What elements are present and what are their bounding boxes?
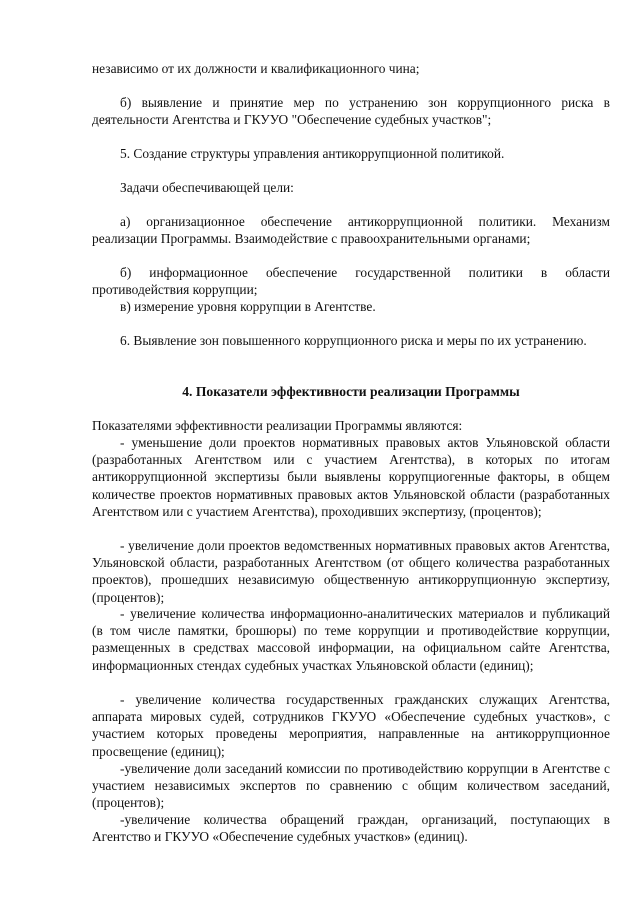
paragraph: Задачи обеспечивающей цели: [120, 180, 294, 195]
paragraph: б) информационное обеспечение государственной политики в области противодействия коррупции; [92, 265, 610, 298]
section-heading: 4. Показатели эффективности реализации Программы [182, 384, 520, 399]
paragraph: в) измерение уровня коррупции в Агентстве. [120, 299, 376, 314]
indicator-item: -увеличение доли заседаний комиссии по противодействию коррупции в Агентстве с участием независимых экспертов по сравнению с общим количеством заседаний, (процентов); [92, 761, 610, 811]
paragraph: 6. Выявление зон повышенного коррупционного риска и меры по их устранению. [120, 333, 587, 348]
indicator-item: - уменьшение доли проектов нормативных правовых актов Ульяновской области (разработанных Агентством или с участием Агентства), в которых по итогам антикоррупционной экспертизы были выявлены коррупциогенные факторы, в общем количестве проектов нормативных правовых актов Ульяновской области (разработанных Агентством или с участием Агентства), проходивших экспертизу, (процентов); [92, 435, 610, 519]
paragraph: независимо от их должности и квалификационного чина; [92, 61, 420, 76]
indicator-item: - увеличение доли проектов ведомственных нормативных правовых актов Агентства, Ульяновской области, разработанных Агентством (от общего количества разработанных проектов), прошедших независимую общественную антикоррупционную экспертизу, (процентов); [92, 538, 610, 605]
paragraph: б) выявление и принятие мер по устранению зон коррупционного риска в деятельности Агентства и ГКУУО "Обеспечение судебных участков"; [92, 95, 610, 128]
paragraph: 5. Создание структуры управления антикоррупционной политикой. [120, 146, 505, 161]
indicators-intro: Показателями эффективности реализации Программы являются: [92, 418, 463, 433]
paragraph: а) организационное обеспечение антикоррупционной политики. Механизм реализации Программы. Взаимодействие с правоохранительными органами; [92, 214, 610, 247]
indicator-item: - увеличение количества информационно-аналитических материалов и публикаций (в том числе памятки, брошюры) по теме коррупции и противодействие коррупции, размещенных в средствах массовой информации, на официальном сайте Агентства, информационных стендах судебных участках Ульяновской области (единиц); [92, 606, 610, 673]
indicator-item: -увеличение количества обращений граждан, организаций, поступающих в Агентство и ГКУУО «Обеспечение судебных участков» (единиц). [92, 812, 610, 845]
indicator-item: - увеличение количества государственных гражданских служащих Агентства, аппарата мировых судей, сотрудников ГКУУО «Обеспечение судебных участков», с участием которых проведены мероприятия, направленные на антикоррупционное просвещение (единиц); [92, 692, 610, 759]
